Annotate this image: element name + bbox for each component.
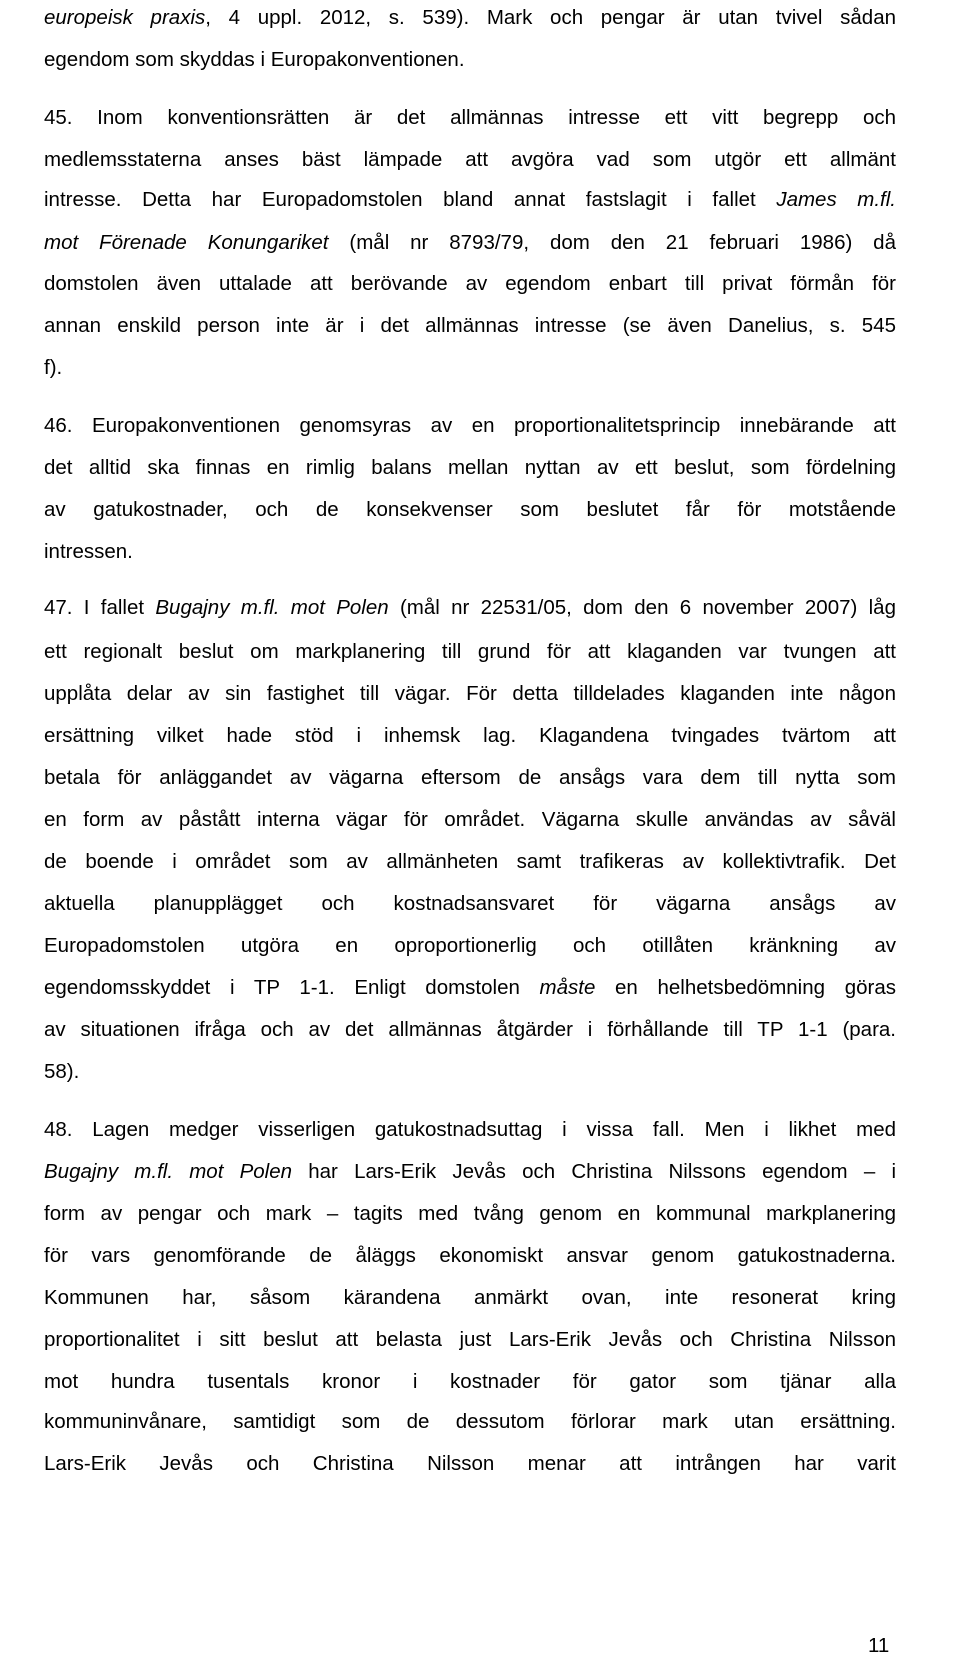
text-line (44, 1202, 896, 1226)
text-line (44, 6, 896, 30)
text-run: (mål nr 8793/79, dom den 21 februari 1986) då (328, 231, 896, 254)
text-run: f). (44, 356, 63, 379)
text-line (44, 148, 896, 172)
text-run: Lars-Erik Jevås och Christina Nilsson menar att intrången har varit (44, 1452, 896, 1475)
text-run: mot hundra tusentals kronor i kostnader för gator som tjänar alla (44, 1370, 896, 1393)
text-run: intressen. (44, 540, 133, 563)
text-run: europeisk praxis (44, 6, 206, 29)
text-run: 48. Lagen medger visserligen gatukostnadsuttag i vissa fall. Men i likhet med (44, 1118, 896, 1141)
text-run: , 4 uppl. 2012, s. 539). Mark och pengar är utan tvivel sådan (205, 6, 896, 29)
text-run: en helhetsbedömning göras (595, 976, 896, 999)
text-run: 46. Europakonventionen genomsyras av en proportionalitetsprincip innebärande att (44, 414, 896, 437)
text-run: ersättning vilket hade stöd i inhemsk lag. Klagandena tvingades tvärtom att (44, 724, 896, 747)
page-number: 11 (868, 1634, 890, 1657)
text-run: måste (539, 976, 596, 999)
text-run: domstolen även uttalade att berövande av egendom enbart till privat förmån för (44, 272, 896, 295)
text-line (44, 1328, 896, 1352)
text-run: form av pengar och mark – tagits med tvång genom en kommunal markplanering (44, 1202, 896, 1225)
text-run: betala för anläggandet av vägarna eftersom de ansågs vara dem till nytta som (44, 766, 896, 789)
text-run: har Lars-Erik Jevås och Christina Nilssons egendom – i (292, 1160, 896, 1183)
text-line (44, 724, 896, 748)
text-line (44, 640, 896, 664)
text-run: Bugajny m.fl. mot Polen (44, 1160, 293, 1183)
text-run: för vars genomförande de åläggs ekonomiskt ansvar genom gatukostnaderna. (44, 1244, 896, 1267)
text-line (44, 1018, 896, 1042)
text-run: Europadomstolen utgöra en oproportionerlig och otillåten kränkning av (44, 934, 896, 957)
text-run: egendomsskyddet i TP 1-1. Enligt domstolen (44, 976, 540, 999)
text-run: annan enskild person inte är i det allmännas intresse (se även Danelius, s. 545 (44, 314, 896, 337)
text-line (44, 106, 896, 130)
text-line (44, 1370, 896, 1394)
text-line (44, 414, 896, 438)
text-run: de boende i området som av allmänheten samt trafikeras av kollektivtrafik. Det (44, 850, 896, 873)
text-run: det alltid ska finnas en rimlig balans mellan nyttan av ett beslut, som fördelning (44, 456, 896, 479)
text-run: en form av påstått interna vägar för området. Vägarna skulle användas av såväl (44, 808, 896, 831)
text-run: Kommunen har, såsom kärandena anmärkt ovan, inte resonerat kring (44, 1286, 896, 1309)
text-line (44, 188, 896, 212)
text-line (44, 976, 896, 1000)
text-line (44, 934, 896, 958)
text-line (44, 314, 896, 338)
text-run: (mål nr 22531/05, dom den 6 november 2007) låg (388, 596, 896, 619)
text-line (44, 850, 896, 874)
text-line (44, 48, 896, 72)
text-run: egendom som skyddas i Europakonventionen. (44, 48, 465, 71)
text-line (44, 456, 896, 480)
text-run: mot Förenade Konungariket (44, 231, 329, 254)
text-line (44, 766, 896, 790)
text-run: 47. I fallet (44, 596, 156, 619)
text-run: av gatukostnader, och de konsekvenser som beslutet får för motstående (44, 498, 896, 521)
text-run: av situationen ifråga och av det allmännas åtgärder i förhållande till TP 1-1 (para. (44, 1018, 896, 1041)
text-run: 45. Inom konventionsrätten är det allmännas intresse ett vitt begrepp och (44, 106, 896, 129)
text-line (44, 498, 896, 522)
text-line (44, 231, 896, 255)
text-run: upplåta delar av sin fastighet till vägar. För detta tilldelades klaganden inte någon (44, 682, 896, 705)
text-run: James m.fl. (776, 188, 896, 211)
text-run: intresse. Detta har Europadomstolen bland annat fastslagit i fallet (44, 188, 777, 211)
text-run: aktuella planupplägget och kostnadsansvaret för vägarna ansågs av (44, 892, 896, 915)
text-run: kommuninvånare, samtidigt som de dessutom förlorar mark utan ersättning. (44, 1410, 896, 1433)
text-line (44, 356, 896, 380)
text-line (44, 1060, 896, 1084)
text-run: ett regionalt beslut om markplanering till grund för att klaganden var tvungen att (44, 640, 896, 663)
text-line (44, 1452, 896, 1476)
text-line (44, 272, 896, 296)
text-line (44, 1410, 896, 1434)
text-run: Bugajny m.fl. mot Polen (155, 596, 389, 619)
text-line (44, 540, 896, 564)
text-run: 58). (44, 1060, 80, 1083)
text-line (44, 1118, 896, 1142)
text-line (44, 1160, 896, 1184)
text-run: medlemsstaterna anses bäst lämpade att avgöra vad som utgör ett allmänt (44, 148, 896, 171)
text-line (44, 596, 896, 620)
text-line (44, 808, 896, 832)
text-run: proportionalitet i sitt beslut att belasta just Lars-Erik Jevås och Christina Nilsson (44, 1328, 896, 1351)
text-line (44, 1286, 896, 1310)
text-line (44, 682, 896, 706)
text-line (44, 892, 896, 916)
text-line (44, 1244, 896, 1268)
